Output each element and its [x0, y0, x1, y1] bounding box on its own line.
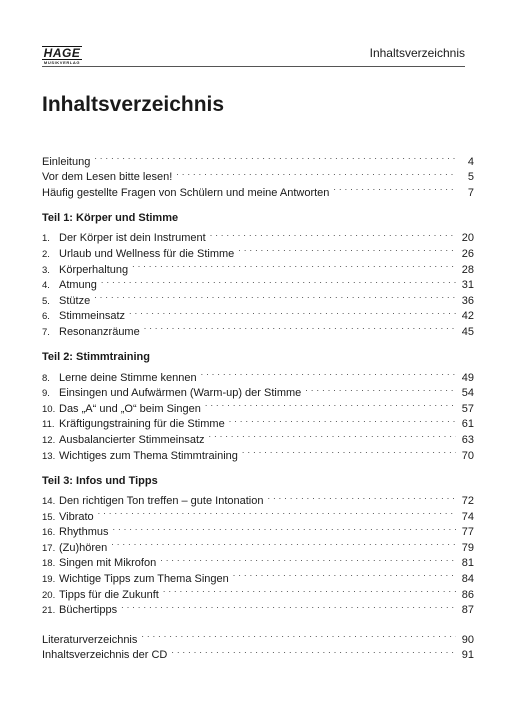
dot-leader: [305, 381, 456, 397]
page-title: Inhaltsverzeichnis: [42, 93, 225, 116]
toc-page-number: 72: [461, 495, 474, 508]
dot-leader: [333, 180, 456, 196]
toc-entry-text: Ausbalancierter Stimmeinsatz: [59, 433, 205, 446]
part-heading: Teil 3: Infos und Tipps: [42, 474, 158, 487]
dot-leader: [201, 365, 456, 381]
dot-leader: [141, 627, 456, 643]
toc-row: [42, 627, 474, 646]
toc-row: [42, 489, 474, 508]
toc-row: [42, 504, 474, 523]
dot-leader: [111, 535, 456, 551]
toc-entry-text: Singen mit Mikrofon: [59, 557, 157, 570]
toc-entry-text: Urlaub und Wellness für die Stimme: [59, 247, 235, 260]
toc-page-number: 81: [461, 557, 474, 570]
toc-entry-text: Tipps für die Zukunft: [59, 588, 159, 601]
toc-entry-text: Atmung: [59, 279, 97, 292]
toc-entry-text: Stimmeinsatz: [59, 310, 126, 323]
chapter-number: 17.: [42, 542, 56, 554]
dot-leader: [238, 241, 456, 257]
toc-row: [42, 165, 474, 184]
toc-page-number: 45: [461, 325, 474, 338]
logo-sub-text: MUSIKVERLAG: [43, 60, 81, 65]
chapter-number: 16.: [42, 527, 56, 539]
dot-leader: [132, 257, 456, 273]
dot-leader: [129, 304, 456, 320]
table-of-contents: [42, 149, 474, 662]
chapter-number: 4.: [42, 280, 50, 292]
chapter-number: 8.: [42, 372, 50, 384]
dot-leader: [242, 443, 456, 459]
toc-row: [42, 365, 474, 384]
toc-page-number: 90: [461, 633, 474, 646]
toc-page-number: 54: [461, 387, 474, 400]
toc-entry-text: Kräftigungstraining für die Stimme: [59, 418, 225, 431]
toc-entry-text: Büchertipps: [59, 604, 118, 617]
toc-entry-text: Rhythmus: [59, 526, 109, 539]
part-heading: Teil 1: Körper und Stimme: [42, 211, 179, 224]
toc-page-number: 84: [461, 573, 474, 586]
toc-page-number: 7: [467, 186, 474, 199]
toc-page-number: 87: [461, 604, 474, 617]
toc-page-number: 42: [461, 310, 474, 323]
toc-entry-text: Literaturverzeichnis: [42, 633, 138, 646]
chapter-number: 18.: [42, 558, 56, 570]
toc-entry-text: (Zu)hören: [59, 541, 108, 554]
toc-entry-text: Resonanzräume: [59, 325, 140, 338]
chapter-number: 9.: [42, 388, 50, 400]
toc-page-number: 91: [461, 649, 474, 662]
toc-entry-text: Stütze: [59, 294, 91, 307]
chapter-number: 20.: [42, 589, 56, 601]
toc-row: [42, 288, 474, 307]
toc-page-number: 20: [461, 232, 474, 245]
toc-part-1: [42, 210, 474, 338]
chapter-number: 10.: [42, 403, 56, 415]
chapter-number: 7.: [42, 326, 50, 338]
chapter-number: 11.: [42, 419, 55, 431]
toc-page-number: 63: [461, 433, 474, 446]
toc-page-number: 70: [461, 449, 474, 462]
toc-entry-text: Vibrato: [59, 510, 94, 523]
toc-appendix-group: [42, 627, 474, 662]
header-divider: [42, 66, 465, 67]
dot-leader: [176, 165, 456, 181]
chapter-number: 2.: [42, 248, 50, 260]
dot-leader: [205, 396, 456, 412]
chapter-number: 14.: [42, 496, 56, 508]
dot-leader: [144, 319, 456, 335]
toc-entry-text: Den richtigen Ton treffen – gute Intonation: [59, 495, 264, 508]
toc-entry-text: Einsingen und Aufwärmen (Warm-up) der Stimme: [59, 387, 302, 400]
toc-entry-text: Wichtige Tipps zum Thema Singen: [59, 573, 229, 586]
toc-page-number: 74: [461, 510, 474, 523]
dot-leader: [113, 520, 456, 536]
dot-leader: [94, 288, 456, 304]
chapter-number: 6.: [42, 311, 50, 323]
toc-part-2: [42, 349, 474, 462]
toc-page-number: 77: [461, 526, 474, 539]
dot-leader: [98, 504, 456, 520]
toc-page-number: 4: [467, 155, 474, 168]
chapter-number: 19.: [42, 574, 56, 586]
toc-page-number: 49: [461, 371, 474, 384]
dot-leader: [121, 598, 456, 614]
chapter-number: 1.: [42, 233, 50, 245]
dot-leader: [267, 489, 456, 505]
toc-page-number: 61: [461, 418, 474, 431]
dot-leader: [210, 226, 456, 242]
toc-entry-text: Vor dem Lesen bitte lesen!: [42, 171, 173, 184]
toc-row: [42, 226, 474, 245]
dot-leader: [160, 551, 456, 567]
dot-leader: [209, 427, 456, 443]
toc-row: [42, 149, 474, 168]
toc-entry-text: Körperhaltung: [59, 263, 129, 276]
dot-leader: [171, 643, 456, 659]
toc-part-3: [42, 473, 474, 617]
toc-entry-text: Der Körper ist dein Instrument: [59, 232, 206, 245]
chapter-number: 12.: [42, 434, 56, 446]
toc-entry-text: Wichtiges zum Thema Stimmtraining: [59, 449, 238, 462]
toc-row: [42, 304, 474, 323]
publisher-logo: [42, 46, 82, 66]
dot-leader: [163, 582, 456, 598]
toc-entry-text: Das „A“ und „O“ beim Singen: [59, 402, 201, 415]
chapter-number: 21.: [42, 605, 56, 617]
toc-intro-group: [42, 149, 474, 199]
toc-entry-text: Lerne deine Stimme kennen: [59, 371, 197, 384]
toc-entry-text: Inhaltsverzeichnis der CD: [42, 649, 168, 662]
toc-row: [42, 273, 474, 292]
dot-leader: [229, 412, 456, 428]
toc-page-number: 86: [461, 588, 474, 601]
running-title: Inhaltsverzeichnis: [369, 46, 465, 60]
toc-page-number: 26: [461, 247, 474, 260]
chapter-number: 3.: [42, 264, 50, 276]
chapter-number: 15.: [42, 511, 56, 523]
part-heading: Teil 2: Stimmtraining: [42, 350, 150, 363]
toc-row: [42, 520, 474, 539]
dot-leader: [94, 149, 456, 165]
chapter-number: 5.: [42, 295, 50, 307]
toc-entry-text: Einleitung: [42, 155, 91, 168]
toc-entry-text: Häufig gestellte Fragen von Schülern und meine Antworten: [42, 186, 330, 199]
toc-page-number: 31: [461, 279, 474, 292]
toc-page-number: 57: [461, 402, 474, 415]
chapter-number: 13.: [42, 450, 56, 462]
toc-page-number: 36: [461, 294, 474, 307]
toc-page-number: 5: [467, 171, 474, 184]
toc-page-number: 79: [461, 541, 474, 554]
toc-page-number: 28: [461, 263, 474, 276]
dot-leader: [233, 566, 456, 582]
dot-leader: [101, 273, 456, 289]
logo-main-text: HAGE: [43, 46, 81, 60]
